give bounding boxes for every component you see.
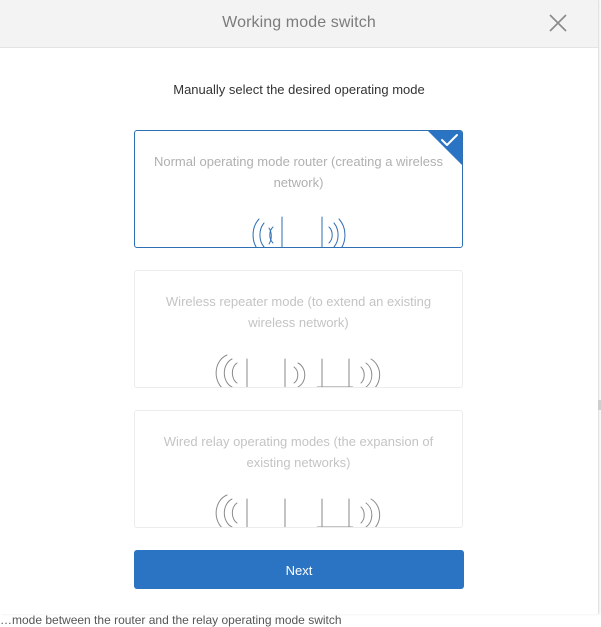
wired-relay-icon [135, 411, 463, 528]
dialog-title: Working mode switch [222, 14, 376, 31]
mode-label-wired-relay: Wired relay operating modes (the expansion of existing networks) [163, 434, 434, 470]
mode-label-wireless-repeater: Wireless repeater mode (to extend an existing wireless network) [165, 294, 432, 330]
close-button[interactable] [546, 11, 570, 35]
instruction-text: Manually select the desired operating mode [173, 82, 425, 97]
mode-option-router[interactable] [134, 130, 463, 248]
mode-option-wireless-repeater[interactable] [134, 270, 463, 388]
close-icon [546, 11, 570, 35]
mode-label-router: Normal operating mode router (creating a wireless network) [153, 154, 443, 190]
background-page-text: …mode between the router and the relay operating mode switch [0, 613, 342, 627]
router-icon [135, 131, 463, 248]
mode-option-wired-relay[interactable] [134, 410, 463, 528]
dialog-header [0, 0, 598, 48]
next-button[interactable]: Next [134, 550, 464, 589]
repeater-icon [135, 271, 463, 388]
